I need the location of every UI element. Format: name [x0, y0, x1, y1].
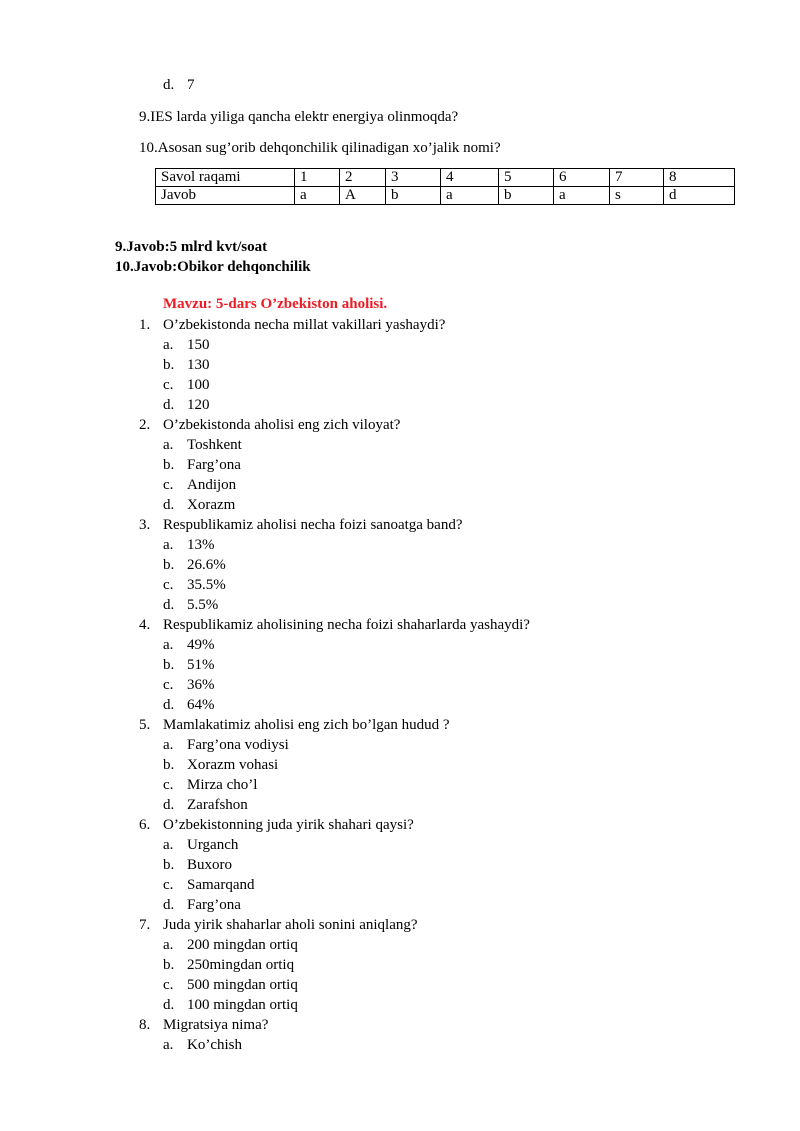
table-cell: 7	[610, 169, 664, 187]
question-number: 7.	[139, 917, 151, 933]
option-mark: b.	[163, 757, 175, 773]
table-cell: d	[664, 187, 735, 205]
question-text: Juda yirik shaharlar aholi sonini aniqlang?	[163, 917, 418, 933]
option-text: 5.5%	[187, 597, 219, 613]
option-text: 64%	[187, 697, 215, 713]
option-text: 250mingdan ortiq	[187, 957, 295, 973]
table-cell: a	[441, 187, 499, 205]
question-text: Mamlakatimiz aholisi eng zich bo’lgan hudud ?	[163, 717, 450, 733]
option-mark: a.	[163, 1037, 174, 1053]
option-text: 500 mingdan ortiq	[187, 977, 298, 993]
option-item	[163, 535, 215, 555]
option-mark: d.	[163, 797, 175, 813]
table-cell: b	[499, 187, 554, 205]
option-text: Andijon	[187, 477, 237, 493]
option-item	[163, 575, 226, 595]
option-item	[163, 855, 232, 875]
question-9: 9.IES larda yiliga qancha elektr energiya olinmoqda?	[139, 109, 459, 125]
table-cell: 3	[386, 169, 441, 187]
option-text: Urganch	[187, 837, 239, 853]
option-text: 7	[187, 77, 195, 93]
option-text: 49%	[187, 637, 215, 653]
option-text: 36%	[187, 677, 215, 693]
table-row	[156, 169, 735, 187]
table-cell: 4	[441, 169, 499, 187]
question-10: 10.Asosan sug’orib dehqonchilik qilinadigan xo’jalik nomi?	[139, 140, 501, 156]
option-item	[163, 755, 278, 775]
option-item	[163, 995, 298, 1015]
option-text: 130	[187, 357, 210, 373]
option-mark: c.	[163, 877, 174, 893]
option-mark: d.	[163, 77, 175, 93]
question-text: O’zbekistonning juda yirik shahari qaysi?	[163, 817, 414, 833]
option-item	[163, 675, 215, 695]
option-text: 26.6%	[187, 557, 226, 573]
question-number: 8.	[139, 1017, 151, 1033]
question-number: 1.	[139, 317, 151, 333]
table-cell: 5	[499, 169, 554, 187]
option-item	[163, 695, 215, 715]
option-mark: d.	[163, 497, 175, 513]
option-mark: c.	[163, 677, 174, 693]
option-item	[163, 775, 257, 795]
option-mark: d.	[163, 897, 175, 913]
option-mark: a.	[163, 537, 174, 553]
question-number: 3.	[139, 517, 151, 533]
table-cell: a	[295, 187, 340, 205]
option-mark: a.	[163, 437, 174, 453]
option-item	[163, 435, 242, 455]
option-mark: a.	[163, 337, 174, 353]
option-item	[163, 875, 254, 895]
question-text: Migratsiya nima?	[163, 1017, 269, 1033]
option-mark: a.	[163, 837, 174, 853]
option-text: Mirza cho’l	[187, 777, 258, 793]
option-item	[163, 635, 215, 655]
option-mark: d.	[163, 597, 175, 613]
option-item	[163, 1035, 242, 1055]
option-item	[163, 555, 226, 575]
option-text: Xorazm	[187, 497, 236, 513]
answer-10: 10.Javob:Obikor dehqonchilik	[115, 259, 311, 275]
option-mark: a.	[163, 737, 174, 753]
option-mark: a.	[163, 937, 174, 953]
question-number: 5.	[139, 717, 151, 733]
question-item	[139, 715, 450, 735]
table-cell: s	[610, 187, 664, 205]
option-item	[163, 455, 241, 475]
question-item	[139, 615, 530, 635]
option-text: Farg’ona vodiysi	[187, 737, 289, 753]
question-item	[139, 1015, 268, 1035]
question-text: Respublikamiz aholisining necha foizi shaharlarda yashaydi?	[163, 617, 530, 633]
option-item	[163, 795, 248, 815]
question-text: Respublikamiz aholisi necha foizi sanoatga band?	[163, 517, 463, 533]
option-item	[163, 835, 238, 855]
option-text: 51%	[187, 657, 215, 673]
option-text: Toshkent	[187, 437, 242, 453]
option-item	[163, 735, 289, 755]
option-item	[163, 495, 235, 515]
table-cell: Javob	[156, 187, 295, 205]
question-number: 6.	[139, 817, 151, 833]
table-row	[156, 187, 735, 205]
question-item	[139, 915, 418, 935]
option-text: Ko’chish	[187, 1037, 242, 1053]
table-cell: Savol raqami	[156, 169, 295, 187]
option-text: Farg’ona	[187, 457, 241, 473]
question-item	[139, 315, 445, 335]
topic-heading: Mavzu: 5-dars O’zbekiston aholisi.	[163, 296, 388, 312]
option-item	[163, 475, 236, 495]
question-text: O’zbekistonda aholisi eng zich viloyat?	[163, 417, 401, 433]
option-mark: d.	[163, 997, 175, 1013]
question-item	[139, 515, 463, 535]
option-text: 100 mingdan ortiq	[187, 997, 298, 1013]
answer-table	[155, 168, 735, 205]
option-item	[163, 355, 210, 375]
option-mark: b.	[163, 557, 175, 573]
option-text: 120	[187, 397, 210, 413]
option-mark: d.	[163, 697, 175, 713]
option-item	[163, 595, 218, 615]
prev-option	[163, 75, 195, 95]
option-item	[163, 395, 210, 415]
option-text: 200 mingdan ortiq	[187, 937, 298, 953]
option-text: Samarqand	[187, 877, 255, 893]
option-mark: b.	[163, 857, 175, 873]
question-item	[139, 415, 400, 435]
answer-9: 9.Javob:5 mlrd kvt/soat	[115, 239, 268, 255]
table-cell: 2	[340, 169, 386, 187]
option-item	[163, 375, 210, 395]
option-mark: b.	[163, 357, 175, 373]
option-mark: c.	[163, 777, 174, 793]
option-mark: d.	[163, 397, 175, 413]
option-mark: c.	[163, 977, 174, 993]
option-text: 35.5%	[187, 577, 226, 593]
option-mark: b.	[163, 457, 175, 473]
option-item	[163, 955, 294, 975]
question-item	[139, 815, 414, 835]
table-cell: A	[340, 187, 386, 205]
option-text: 13%	[187, 537, 215, 553]
option-item	[163, 895, 241, 915]
question-text: O’zbekistonda necha millat vakillari yashaydi?	[163, 317, 446, 333]
table-cell: 1	[295, 169, 340, 187]
question-number: 4.	[139, 617, 151, 633]
option-item	[163, 975, 298, 995]
option-mark: c.	[163, 577, 174, 593]
option-text: Buxoro	[187, 857, 232, 873]
table-cell: 6	[554, 169, 610, 187]
option-item	[163, 335, 210, 355]
option-text: 150	[187, 337, 210, 353]
option-item	[163, 935, 298, 955]
option-mark: c.	[163, 477, 174, 493]
option-mark: b.	[163, 657, 175, 673]
table-cell: 8	[664, 169, 735, 187]
table-cell: a	[554, 187, 610, 205]
option-text: Zarafshon	[187, 797, 248, 813]
option-item	[163, 655, 215, 675]
option-text: Farg’ona	[187, 897, 241, 913]
option-text: Xorazm vohasi	[187, 757, 279, 773]
option-text: 100	[187, 377, 210, 393]
option-mark: b.	[163, 957, 175, 973]
question-number: 2.	[139, 417, 151, 433]
table-cell: b	[386, 187, 441, 205]
option-mark: c.	[163, 377, 174, 393]
option-mark: a.	[163, 637, 174, 653]
